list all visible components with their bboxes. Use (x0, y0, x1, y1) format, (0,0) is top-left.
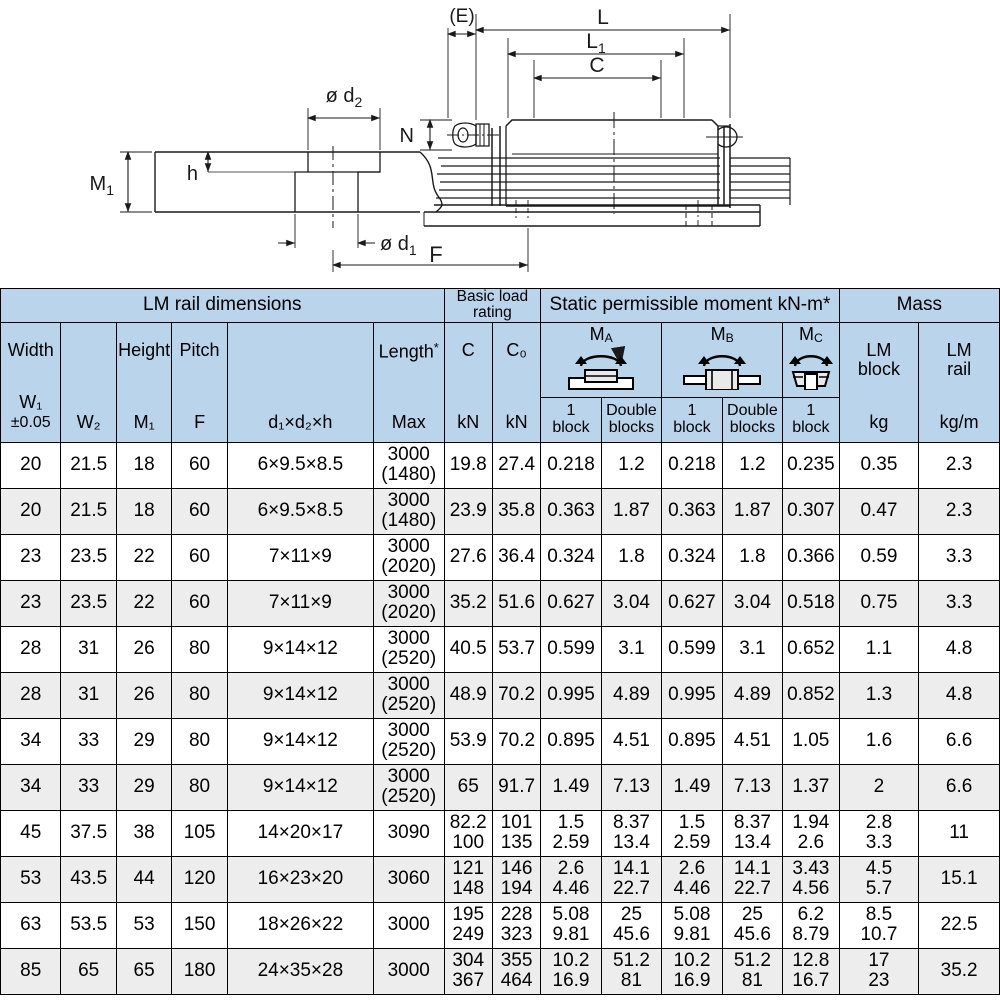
cell-mb-1block: 1.5 2.59 (662, 810, 722, 856)
cell-w2: 33 (61, 764, 116, 810)
cell-mounting-hole: 9×14×12 (227, 672, 373, 718)
col-header-c0-unit: kN (505, 411, 528, 432)
cell-ma-double: 1.2 (601, 442, 661, 488)
mass-rail-unit: kg/m (939, 411, 979, 432)
length-word: Length (378, 341, 434, 362)
technical-drawing (0, 0, 1000, 288)
table-row (1, 718, 1000, 764)
cell-f: 80 (172, 718, 227, 764)
cell-ma-1block: 0.995 (541, 672, 601, 718)
symbol-w1: W₁ (19, 391, 43, 412)
cell-mass-block: 1.1 (839, 626, 919, 672)
col-header-moment-mc (783, 322, 839, 397)
dim-label-E: (E) (449, 6, 475, 27)
cell-c0: 36.4 (492, 534, 540, 580)
cell-f: 180 (172, 948, 227, 994)
cell-c0: 228 323 (492, 902, 540, 948)
cell-mb-double: 3.1 (722, 626, 782, 672)
cell-ma-double: 8.37 13.4 (601, 810, 661, 856)
cell-mass-rail: 35.2 (919, 948, 1000, 994)
cell-w1: 28 (1, 626, 61, 672)
cell-mb-1block: 0.895 (662, 718, 722, 764)
cell-mc-1block: 0.652 (783, 626, 839, 672)
mb-one-line1: 1 (687, 401, 697, 419)
cell-c: 23.9 (444, 488, 492, 534)
cell-mounting-hole: 7×11×9 (227, 534, 373, 580)
dim-label-N: N (399, 125, 414, 147)
cell-mb-1block: 0.599 (662, 626, 722, 672)
cell-mass-rail: 6.6 (919, 764, 1000, 810)
cell-mc-1block: 0.518 (783, 580, 839, 626)
cell-mass-rail: 2.3 (919, 488, 1000, 534)
cell-length: 3000 (2520) (373, 626, 444, 672)
cell-mc-1block: 0.852 (783, 672, 839, 718)
cell-m1: 26 (116, 672, 171, 718)
cell-ma-1block: 0.218 (541, 442, 601, 488)
cell-c: 121 148 (444, 856, 492, 902)
cell-w2: 43.5 (61, 856, 116, 902)
moment-mb-icon (676, 344, 768, 395)
subheader-ma-one-block (541, 397, 601, 442)
cell-mass-block: 0.47 (839, 488, 919, 534)
cell-mc-1block: 1.05 (783, 718, 839, 764)
col-header-length-unit: Max (391, 411, 426, 432)
cell-c0: 35.8 (492, 488, 540, 534)
cell-mb-1block: 0.324 (662, 534, 722, 580)
cell-mass-block: 0.35 (839, 442, 919, 488)
col-header-pitch-label: Pitch (179, 339, 220, 360)
cell-c: 65 (444, 764, 492, 810)
cell-mounting-hole: 6×9.5×8.5 (227, 488, 373, 534)
moment-mb-label: $M_B$ (710, 323, 734, 346)
cell-w1: 20 (1, 488, 61, 534)
cell-length: 3000 (1480) (373, 488, 444, 534)
col-header-pitch (172, 322, 227, 442)
subheader-mc-one-block (783, 397, 839, 442)
cell-c: 82.2 100 (444, 810, 492, 856)
cell-mb-1block: 0.995 (662, 672, 722, 718)
subheader-mb-one-block (662, 397, 722, 442)
mass-rail-line2: rail (947, 358, 972, 379)
cell-c0: 27.4 (492, 442, 540, 488)
cell-c: 304 367 (444, 948, 492, 994)
table-row (1, 580, 1000, 626)
cell-mb-double: 1.87 (722, 488, 782, 534)
cell-c: 53.9 (444, 718, 492, 764)
cell-f: 60 (172, 580, 227, 626)
specification-table (0, 288, 1000, 995)
cell-m1: 53 (116, 902, 171, 948)
mass-rail-name (919, 341, 999, 379)
cell-mb-double: 8.37 13.4 (722, 810, 782, 856)
cell-length: 3000 (1480) (373, 442, 444, 488)
cell-mass-rail: 22.5 (919, 902, 1000, 948)
cell-length: 3000 (2520) (373, 718, 444, 764)
col-header-width (1, 322, 61, 442)
cell-ma-double: 51.2 81 (601, 948, 661, 994)
cell-w2: 31 (61, 626, 116, 672)
cell-w1: 23 (1, 534, 61, 580)
dim-label-h: h (186, 163, 198, 185)
col-header-c-unit: kN (457, 411, 480, 432)
cell-mounting-hole: 14×20×17 (227, 810, 373, 856)
cell-mounting-hole: 16×23×20 (227, 856, 373, 902)
cell-w2: 23.5 (61, 580, 116, 626)
cell-ma-1block: 1.49 (541, 764, 601, 810)
cell-ma-1block: 0.324 (541, 534, 601, 580)
moment-mb-subscript: B (725, 331, 734, 346)
cell-m1: 26 (116, 626, 171, 672)
cell-ma-1block: 1.5 2.59 (541, 810, 601, 856)
table-row (1, 856, 1000, 902)
ma-one-line2: block (552, 418, 590, 436)
mass-block-line2: block (857, 358, 900, 379)
cell-mb-double: 4.89 (722, 672, 782, 718)
group-header-mass: Mass (839, 289, 999, 323)
cell-ma-double: 4.89 (601, 672, 661, 718)
symbol-w1-tolerance: ±0.05 (10, 413, 51, 431)
cell-c: 48.9 (444, 672, 492, 718)
cell-mb-double: 14.1 22.7 (722, 856, 782, 902)
col-header-width-symbol (1, 393, 60, 432)
cell-mass-block: 2.8 3.3 (839, 810, 919, 856)
col-header-moment-ma (541, 322, 662, 397)
cell-w1: 23 (1, 580, 61, 626)
cell-c0: 355 464 (492, 948, 540, 994)
dim-label-F: F (429, 242, 443, 267)
cell-mb-1block: 0.218 (662, 442, 722, 488)
cell-m1: 44 (116, 856, 171, 902)
table-row (1, 488, 1000, 534)
cell-mounting-hole: 9×14×12 (227, 626, 373, 672)
cell-mounting-hole: 9×14×12 (227, 718, 373, 764)
cell-mb-double: 7.13 (722, 764, 782, 810)
cell-c: 19.8 (444, 442, 492, 488)
moment-ma-label: $M_A$ (589, 323, 613, 346)
group-header-lm-rail-dimensions: LM rail dimensions (1, 289, 445, 323)
table-row (1, 672, 1000, 718)
cell-w1: 34 (1, 764, 61, 810)
cell-m1: 29 (116, 718, 171, 764)
cell-mass-rail: 4.8 (919, 626, 1000, 672)
cell-mass-block: 0.75 (839, 580, 919, 626)
cell-ma-double: 1.8 (601, 534, 661, 580)
col-header-c-symbol: C (461, 339, 475, 360)
col-header-w2-symbol: W₂ (76, 411, 101, 432)
cell-c0: 70.2 (492, 718, 540, 764)
table-body (1, 442, 1000, 994)
cell-ma-1block: 0.599 (541, 626, 601, 672)
cell-length: 3090 (373, 810, 444, 856)
mass-rail-line1: LM (946, 339, 972, 360)
table-group-header-row (1, 289, 1000, 323)
cell-w2: 21.5 (61, 442, 116, 488)
cell-mb-1block: 10.2 16.9 (662, 948, 722, 994)
cell-c0: 146 194 (492, 856, 540, 902)
subheader-ma-double-blocks (601, 397, 661, 442)
cell-ma-1block: 0.363 (541, 488, 601, 534)
cell-w2: 23.5 (61, 534, 116, 580)
cell-ma-1block: 0.895 (541, 718, 601, 764)
table-row (1, 626, 1000, 672)
cell-length: 3060 (373, 856, 444, 902)
cell-mass-rail: 4.8 (919, 672, 1000, 718)
cell-m1: 18 (116, 488, 171, 534)
col-header-height-label: Height (118, 339, 171, 360)
cell-w1: 53 (1, 856, 61, 902)
moment-mc-icon (781, 344, 841, 395)
cell-mb-double: 1.8 (722, 534, 782, 580)
cell-m1: 38 (116, 810, 171, 856)
cell-mc-1block: 6.2 8.79 (783, 902, 839, 948)
dim-label-C: C (589, 54, 605, 77)
col-header-length-label (374, 341, 444, 362)
cell-c: 195 249 (444, 902, 492, 948)
cell-mounting-hole: 6×9.5×8.5 (227, 442, 373, 488)
cell-mc-1block: 0.366 (783, 534, 839, 580)
length-asterisk: * (433, 339, 439, 355)
ma-one-line1: 1 (566, 401, 576, 419)
cell-mass-rail: 2.3 (919, 442, 1000, 488)
cell-w1: 28 (1, 672, 61, 718)
cell-mb-1block: 0.627 (662, 580, 722, 626)
dim-label-M1: $M_1$ (89, 173, 114, 198)
cell-ma-1block: 2.6 4.46 (541, 856, 601, 902)
cell-length: 3000 (373, 902, 444, 948)
cell-mb-double: 1.2 (722, 442, 782, 488)
cell-mb-double: 51.2 81 (722, 948, 782, 994)
cell-w1: 45 (1, 810, 61, 856)
mass-block-line1: LM (866, 339, 892, 360)
cell-mc-1block: 12.8 16.7 (783, 948, 839, 994)
cell-mc-1block: 1.37 (783, 764, 839, 810)
cell-c0: 91.7 (492, 764, 540, 810)
cell-mounting-hole: 9×14×12 (227, 764, 373, 810)
cell-m1: 22 (116, 580, 171, 626)
moment-mc-label: $M_C$ (798, 323, 823, 346)
col-header-c0 (492, 322, 540, 442)
cell-mass-block: 0.59 (839, 534, 919, 580)
mc-one-line1: 1 (806, 401, 816, 419)
ma-double-line2: blocks (608, 418, 655, 436)
table-row (1, 442, 1000, 488)
cell-mass-block: 2 (839, 764, 919, 810)
col-header-pitch-symbol: F (194, 411, 206, 432)
cell-m1: 65 (116, 948, 171, 994)
cell-c0: 51.6 (492, 580, 540, 626)
col-header-c0-symbol: C₀ (506, 339, 527, 360)
cell-mb-1block: 1.49 (662, 764, 722, 810)
cell-ma-double: 1.87 (601, 488, 661, 534)
mass-block-name (840, 341, 919, 379)
cell-length: 3000 (2520) (373, 764, 444, 810)
cell-ma-double: 25 45.6 (601, 902, 661, 948)
cell-w1: 20 (1, 442, 61, 488)
cell-mb-double: 4.51 (722, 718, 782, 764)
mb-one-line2: block (673, 418, 711, 436)
table-row (1, 534, 1000, 580)
cell-mb-1block: 5.08 9.81 (662, 902, 722, 948)
cell-f: 120 (172, 856, 227, 902)
cell-mb-1block: 2.6 4.46 (662, 856, 722, 902)
cell-w2: 31 (61, 672, 116, 718)
cell-w1: 85 (1, 948, 61, 994)
cell-m1: 22 (116, 534, 171, 580)
mb-double-line1: Double (727, 401, 778, 419)
cell-f: 60 (172, 534, 227, 580)
cell-ma-1block: 0.627 (541, 580, 601, 626)
cell-f: 60 (172, 442, 227, 488)
cell-mc-1block: 1.94 2.6 (783, 810, 839, 856)
cell-mass-rail: 6.6 (919, 718, 1000, 764)
mass-block-unit: kg (869, 411, 889, 432)
cell-m1: 29 (116, 764, 171, 810)
col-header-mass-lm-rail (919, 322, 1000, 442)
cell-f: 105 (172, 810, 227, 856)
cell-f: 60 (172, 488, 227, 534)
cell-mass-rail: 3.3 (919, 534, 1000, 580)
cell-ma-double: 7.13 (601, 764, 661, 810)
table-row (1, 810, 1000, 856)
table-row (1, 902, 1000, 948)
cell-mass-rail: 15.1 (919, 856, 1000, 902)
dim-label-d2: ø $d_2$ (325, 85, 363, 110)
cell-w1: 63 (1, 902, 61, 948)
cell-mounting-hole: 18×26×22 (227, 902, 373, 948)
cell-mass-rail: 3.3 (919, 580, 1000, 626)
cell-ma-1block: 5.08 9.81 (541, 902, 601, 948)
dim-label-L: L (597, 6, 609, 29)
cell-ma-double: 3.04 (601, 580, 661, 626)
cell-mass-block: 1.6 (839, 718, 919, 764)
cell-ma-double: 14.1 22.7 (601, 856, 661, 902)
moment-ma-icon (555, 344, 647, 395)
cell-mb-double: 3.04 (722, 580, 782, 626)
cell-m1: 18 (116, 442, 171, 488)
cell-mb-double: 25 45.6 (722, 902, 782, 948)
cell-mounting-hole: 24×35×28 (227, 948, 373, 994)
cell-mass-block: 17 23 (839, 948, 919, 994)
cell-length: 3000 (2020) (373, 580, 444, 626)
mc-one-line2: block (792, 418, 830, 436)
cell-mc-1block: 3.43 4.56 (783, 856, 839, 902)
cell-f: 150 (172, 902, 227, 948)
mb-double-line2: blocks (729, 418, 776, 436)
col-header-mass-lm-block (839, 322, 919, 442)
cell-mass-block: 8.5 10.7 (839, 902, 919, 948)
cell-c0: 101 135 (492, 810, 540, 856)
ma-double-line1: Double (606, 401, 657, 419)
dim-label-L1: $L_1$ (586, 30, 606, 56)
cell-c0: 70.2 (492, 672, 540, 718)
cell-mass-rail: 11 (919, 810, 1000, 856)
moment-mc-subscript: C (813, 331, 823, 346)
cell-ma-double: 4.51 (601, 718, 661, 764)
cell-f: 80 (172, 672, 227, 718)
cell-mass-block: 4.5 5.7 (839, 856, 919, 902)
cell-ma-double: 3.1 (601, 626, 661, 672)
col-header-c (444, 322, 492, 442)
cell-c0: 53.7 (492, 626, 540, 672)
cell-length: 3000 (2520) (373, 672, 444, 718)
cell-w2: 33 (61, 718, 116, 764)
table-column-header-row (1, 322, 1000, 397)
col-header-height (116, 322, 171, 442)
cell-c: 27.6 (444, 534, 492, 580)
cell-ma-1block: 10.2 16.9 (541, 948, 601, 994)
col-header-moment-mb (662, 322, 783, 397)
cell-mb-1block: 0.363 (662, 488, 722, 534)
cell-f: 80 (172, 626, 227, 672)
group-header-basic-load-rating: Basic load rating (444, 289, 541, 323)
cell-length: 3000 (2020) (373, 534, 444, 580)
col-header-length (373, 322, 444, 442)
cell-mc-1block: 0.307 (783, 488, 839, 534)
table-row (1, 764, 1000, 810)
subheader-mb-double-blocks (722, 397, 782, 442)
table-row (1, 948, 1000, 994)
col-header-w2 (61, 322, 116, 442)
cell-w1: 34 (1, 718, 61, 764)
col-header-height-symbol: M₁ (133, 411, 155, 432)
col-header-mounting-hole (227, 322, 373, 442)
cell-c: 40.5 (444, 626, 492, 672)
cell-length: 3000 (373, 948, 444, 994)
cell-w2: 65 (61, 948, 116, 994)
cell-w2: 37.5 (61, 810, 116, 856)
cell-mass-block: 1.3 (839, 672, 919, 718)
cell-f: 80 (172, 764, 227, 810)
cell-w2: 21.5 (61, 488, 116, 534)
col-header-mounting-hole-symbol: d₁×d₂×h (268, 411, 333, 432)
moment-ma-subscript: A (604, 331, 613, 346)
cell-mc-1block: 0.235 (783, 442, 839, 488)
dim-label-d1: ø $d_1$ (380, 233, 417, 258)
cell-mounting-hole: 7×11×9 (227, 580, 373, 626)
cell-c: 35.2 (444, 580, 492, 626)
col-header-width-label: Width (7, 339, 54, 360)
group-header-static-permissible-moment: Static permissible moment kN-m* (541, 289, 839, 323)
cell-w2: 53.5 (61, 902, 116, 948)
